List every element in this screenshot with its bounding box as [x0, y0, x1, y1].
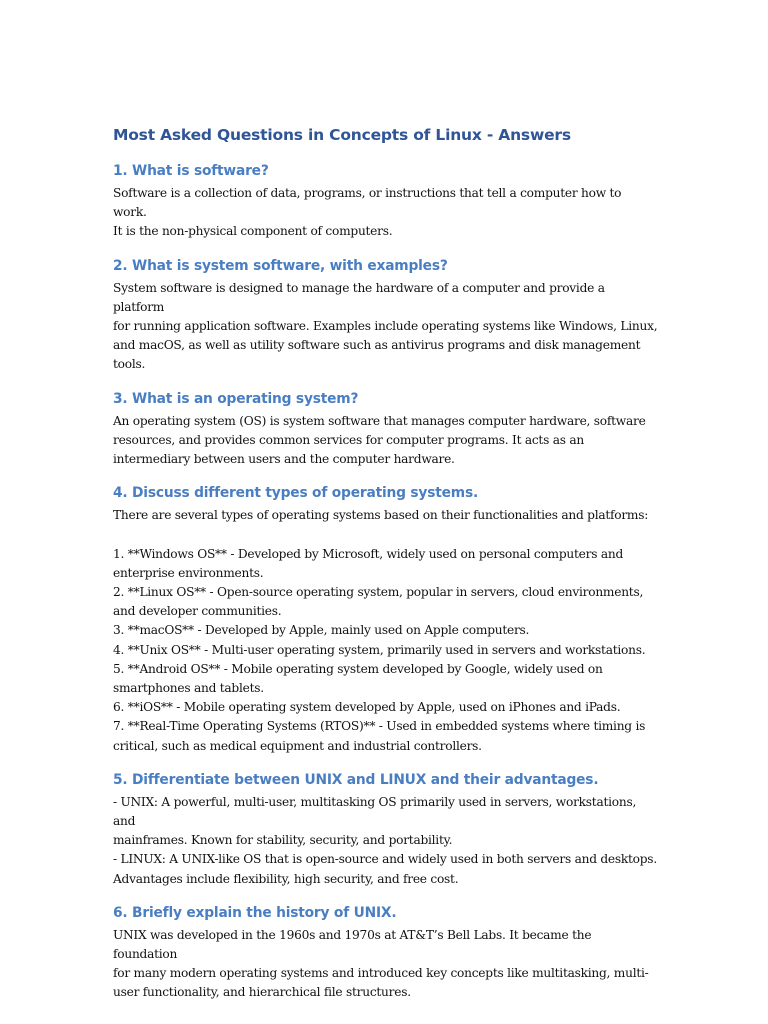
section-1: [113, 161, 658, 242]
answer-line: and developer communities.: [113, 604, 282, 619]
section-3: [113, 389, 658, 470]
answer-line: An operating system (OS) is system software that manages computer hardware, software: [113, 413, 646, 428]
answer-line: 4. **Unix OS** - Multi-user operating system, primarily used in servers and workstations.: [113, 642, 646, 657]
answer-line: 5. **Android OS** - Mobile operating system developed by Google, widely used on: [113, 661, 603, 676]
answer-text: [113, 793, 658, 889]
answer-line: enterprise environments.: [113, 565, 264, 580]
answer-line: System software is designed to manage the hardware of a computer and provide a platform: [113, 280, 605, 314]
answer-line: for many modern operating systems and introduced key concepts like multitasking, multi-: [113, 966, 649, 981]
answer-line: and macOS, as well as utility software such as antivirus programs and disk management: [113, 338, 641, 353]
answer-line: smartphones and tablets.: [113, 681, 264, 696]
question-heading: 6. Briefly explain the history of UNIX.: [113, 904, 397, 921]
answer-text: [113, 184, 658, 242]
section-5: [113, 770, 658, 889]
answer-line: - UNIX: A powerful, multi-user, multitasking OS primarily used in servers, workstations, and: [113, 794, 637, 829]
answer-line: mainframes. Known for stability, security, and portability.: [113, 833, 453, 848]
answer-text: [113, 506, 658, 756]
answer-line: intermediary between users and the computer hardware.: [113, 452, 455, 467]
document-title: Most Asked Questions in Concepts of Linux - Answers: [113, 126, 571, 144]
answer-line: UNIX was developed in the 1960s and 1970s at AT&T’s Bell Labs. It became the foundation: [113, 927, 592, 962]
document-page: [113, 124, 658, 1017]
answer-line: tools.: [113, 357, 146, 372]
answer-line: 1. **Windows OS** - Developed by Microsoft, widely used on personal computers and: [113, 546, 624, 561]
answer-line: - LINUX: A UNIX-like OS that is open-source and widely used in both servers and desktops.: [113, 852, 657, 867]
question-heading: 2. What is system software, with examples?: [113, 257, 448, 274]
answer-line: 2. **Linux OS** - Open-source operating system, popular in servers, cloud environments,: [113, 585, 644, 600]
answer-line: Software is a collection of data, programs, or instructions that tell a computer how to work.: [113, 186, 622, 220]
answer-line: 3. **macOS** - Developed by Apple, mainly used on Apple computers.: [113, 623, 530, 638]
answer-line: It is the non-physical component of computers.: [113, 224, 393, 239]
section-2: [113, 256, 658, 375]
answer-line: 7. **Real-Time Operating Systems (RTOS)** - Used in embedded systems where timing is: [113, 719, 646, 734]
answer-line: user functionality, and hierarchical file structures.: [113, 985, 411, 1000]
answer-text: [113, 279, 658, 375]
answer-line: 6. **iOS** - Mobile operating system developed by Apple, used on iPhones and iPads.: [113, 700, 621, 715]
section-4: [113, 483, 658, 756]
answer-text: [113, 412, 658, 470]
answer-line: There are several types of operating systems based on their functionalities and platforms:: [113, 508, 649, 523]
answer-line: critical, such as medical equipment and industrial controllers.: [113, 738, 482, 753]
answer-line: Advantages include flexibility, high security, and free cost.: [113, 871, 459, 886]
question-heading: 3. What is an operating system?: [113, 390, 359, 407]
answer-line: resources, and provides common services for computer programs. It acts as an: [113, 432, 584, 447]
question-heading: 5. Differentiate between UNIX and LINUX and their advantages.: [113, 771, 599, 788]
question-heading: 1. What is software?: [113, 163, 269, 179]
blank-line: [113, 525, 658, 544]
answer-text: [113, 926, 658, 1003]
section-6: [113, 903, 658, 1003]
answer-line: for running application software. Examples include operating systems like Windows, Linux,: [113, 319, 658, 334]
question-heading: 4. Discuss different types of operating systems.: [113, 485, 478, 502]
